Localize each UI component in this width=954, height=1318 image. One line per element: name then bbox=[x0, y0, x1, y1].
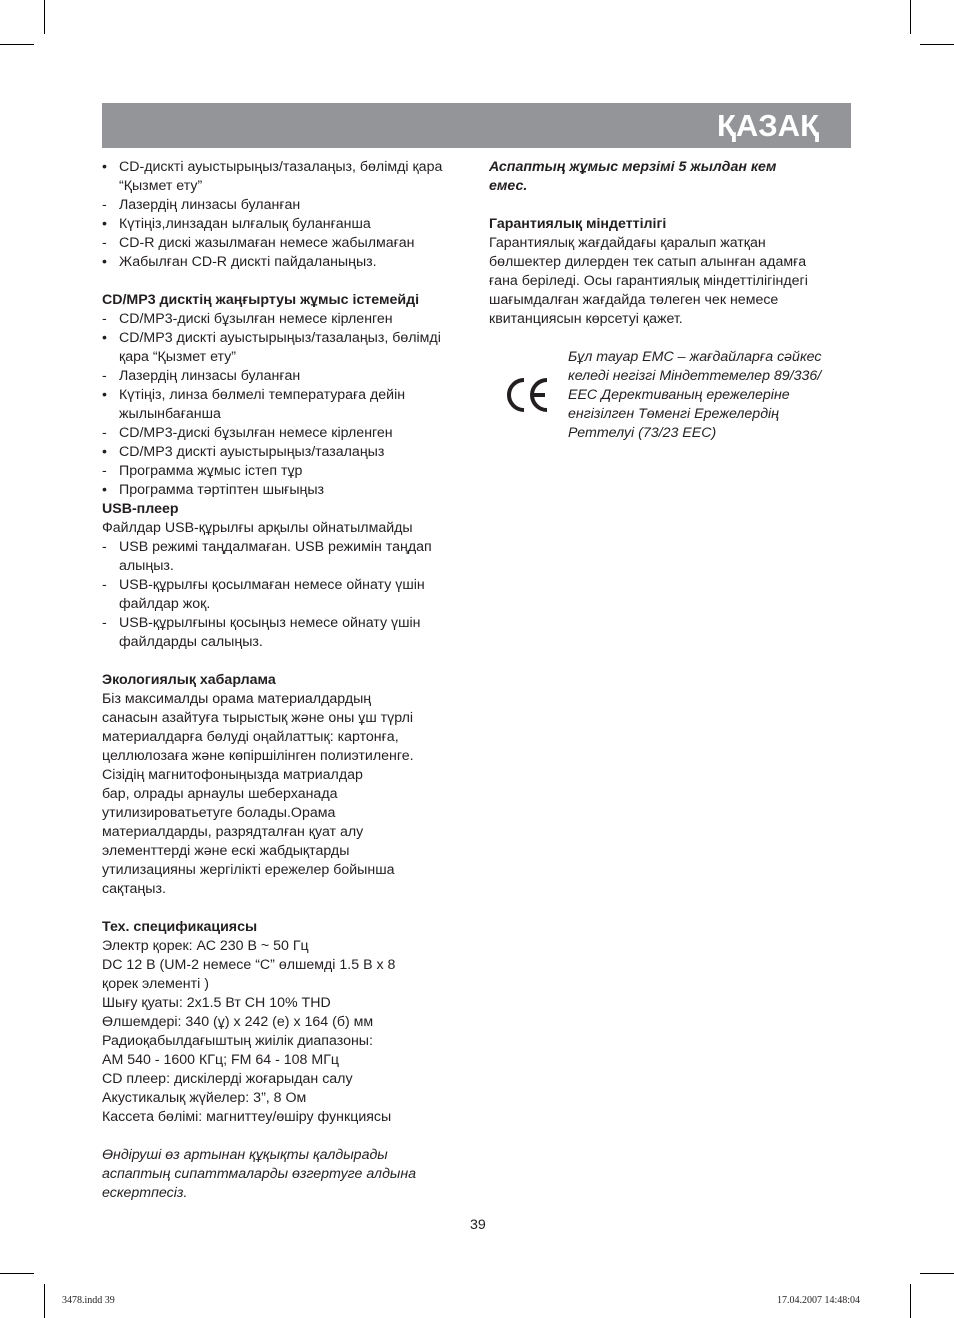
spec-line: Электр қорек: АС 230 В ~ 50 Гц bbox=[102, 938, 309, 954]
text-line: ғана беріледі. Осы гарантиялық міндеттілігіндегі bbox=[489, 273, 808, 289]
crop-mark bbox=[44, 0, 45, 34]
list-item: • CD/MP3 дискті ауыстырыңыз/тазалаңыз bbox=[102, 444, 385, 460]
list-item: - CD/MP3-дискі бұзылған немесе кірленген bbox=[102, 425, 393, 441]
text-line: квитанциясын көрсетуі қажет. bbox=[489, 311, 683, 327]
list-item: - Лазердің линзасы буланған bbox=[102, 197, 301, 213]
spec-line: қорек элементі ) bbox=[102, 976, 209, 992]
spec-list bbox=[102, 937, 470, 1127]
text-line: Сізідің магнитофоныңызда матриалдар bbox=[102, 767, 363, 783]
list-item: • CD-дискті ауыстырыңыз/тазалаңыз, бөлімді қара “Қызмет ету” bbox=[102, 159, 443, 194]
list-item: - Лазердің линзасы буланған bbox=[102, 368, 301, 384]
right-column bbox=[489, 158, 859, 329]
text-line: целлюлозаға және көпіршілінген полиэтиленге. bbox=[102, 748, 414, 764]
text-line: утилизироватьетуге болады.Орама bbox=[102, 805, 336, 821]
spec-line: AM 540 - 1600 КГц; FM 64 - 108 МГц bbox=[102, 1052, 340, 1068]
list-item: - USB-құрылғыны қосыңыз немесе ойнату үшін файлдарды салыңыз. bbox=[102, 615, 421, 650]
text-line: бар, олрады арнаулы шеберханада bbox=[102, 786, 338, 802]
ce-compliance-text bbox=[568, 348, 868, 443]
eco-section-heading: Экологиялық хабарлама bbox=[102, 672, 276, 688]
text-line: емес. bbox=[489, 178, 528, 194]
text-line: элементтерді және ескі жабдықтарды bbox=[102, 843, 350, 859]
language-header-bar bbox=[102, 103, 851, 148]
warranty-paragraph bbox=[489, 234, 859, 329]
list-item: - CD/MP3-дискі бұзылған немесе кірленген bbox=[102, 311, 393, 327]
list-item: - USB режимі таңдалмаған. USB режимін таңдап алыңыз. bbox=[102, 539, 432, 574]
cd-troubleshoot-list bbox=[102, 158, 470, 272]
text-line: материалдарға бөлуді оңайлаттық: картонға, bbox=[102, 729, 399, 745]
list-item: - USB-құрылғы қосылмаған немесе ойнату үшін файлдар жоқ. bbox=[102, 577, 425, 612]
text-line: ескертпесіз. bbox=[102, 1185, 188, 1201]
spec-line: Акустикалық жүйелер: 3”, 8 Ом bbox=[102, 1090, 307, 1106]
crop-mark bbox=[44, 1284, 45, 1318]
usb-intro: Файлдар USB-құрылғы арқылы ойнатылмайды bbox=[102, 520, 413, 536]
spec-line: CD плеер: дискілерді жоғарыдан салу bbox=[102, 1071, 353, 1087]
spec-line: Өлшемдері: 340 (ұ) х 242 (е) х 164 (б) мм bbox=[102, 1014, 374, 1030]
slug-file-info: 3478.indd 39 bbox=[62, 1295, 115, 1306]
text-line: шағымдалған жағдайда төлеген чек немесе bbox=[489, 292, 779, 308]
warranty-heading: Гарантиялық міндеттілігі bbox=[489, 216, 667, 232]
spec-section-heading: Тех. спецификациясы bbox=[102, 919, 258, 935]
list-item: • Күтіңіз, линза бөлмелі температураға дейін жылынбағанша bbox=[102, 387, 406, 422]
mp3-section-heading: CD/MP3 дисктің жаңғыртуы жұмыс істемейді bbox=[102, 292, 420, 308]
text-line: санасын азайтуға тырыстық және оны ұш түрлі bbox=[102, 710, 414, 726]
spec-line: DC 12 В (UM-2 немесе “С” өлшемді 1.5 В х 8 bbox=[102, 957, 396, 973]
mp3-troubleshoot-list bbox=[102, 310, 470, 500]
crop-mark bbox=[0, 44, 34, 45]
text-line: аспаптың сипаттмаларды өзгертуге алдына bbox=[102, 1166, 417, 1182]
spec-line: Кассета бөлімі: магниттеу/өшіру функциясы bbox=[102, 1109, 392, 1125]
text-line: Гарантиялық жағдайдағы қаралып жатқан bbox=[489, 235, 766, 251]
list-item: • Жабылған CD-R дискті пайдаланыңыз. bbox=[102, 254, 377, 270]
text-line: Өндіруші өз артынан құқықты қалдырады bbox=[102, 1147, 388, 1163]
text-line: утилизацияны жергілікті ережелер бойынша bbox=[102, 862, 395, 878]
usb-troubleshoot-list bbox=[102, 538, 470, 652]
slug-timestamp: 17.04.2007 14:48:04 bbox=[777, 1295, 861, 1306]
eco-paragraph bbox=[102, 690, 470, 899]
text-line: материалдарды, разрядталған қуат алу bbox=[102, 824, 364, 840]
text-line: енгізілген Төменгі Ережелердің bbox=[568, 406, 779, 422]
text-line: EEC Дерективаның ережелеріне bbox=[568, 387, 790, 403]
text-line: Бұл тауар ЕМС – жағдайларға сәйкес bbox=[568, 349, 822, 365]
list-item: • Күтіңіз,линзадан ылғалық буланғанша bbox=[102, 216, 371, 232]
spec-line: Радиоқабылдағыштың жиілік диапазоны: bbox=[102, 1033, 373, 1049]
crop-mark bbox=[910, 0, 911, 34]
text-line: Аспаптың жұмыс мерзімі 5 жылдан кем bbox=[489, 159, 777, 175]
list-item: • CD/MP3 дискті ауыстырыңыз/тазалаңыз, бөлімді қара “Қызмет ету” bbox=[102, 330, 441, 365]
list-item: - Программа жұмыс істеп тұр bbox=[102, 463, 303, 479]
text-line: Реттелуі (73/23 EEC) bbox=[568, 425, 717, 441]
text-line: келеді негізгі Міндеттемелер 89/336/ bbox=[568, 368, 822, 384]
list-item: - CD-R дискі жазылмаған немесе жабылмаған bbox=[102, 235, 415, 251]
disclaimer bbox=[102, 1146, 470, 1203]
crop-mark bbox=[920, 44, 954, 45]
ce-mark-icon bbox=[505, 376, 551, 414]
crop-mark bbox=[0, 1273, 34, 1274]
text-line: бөлшектер дилерден тек сатып алынған адамға bbox=[489, 254, 807, 270]
usb-section-heading: USB-плеер bbox=[102, 501, 179, 517]
service-life-note bbox=[489, 158, 859, 196]
page-number: 39 bbox=[470, 1217, 486, 1233]
spec-line: Шығу қуаты: 2х1.5 Вт СН 10% THD bbox=[102, 995, 331, 1011]
crop-mark bbox=[920, 1273, 954, 1274]
crop-mark bbox=[910, 1284, 911, 1318]
text-line: сақтаңыз. bbox=[102, 881, 166, 897]
left-column bbox=[102, 158, 470, 1203]
language-title: ҚАЗАҚ bbox=[716, 108, 819, 143]
text-line: Біз максималды орама материалдардың bbox=[102, 691, 372, 707]
list-item: • Программа тәртіптен шығыңыз bbox=[102, 482, 325, 498]
